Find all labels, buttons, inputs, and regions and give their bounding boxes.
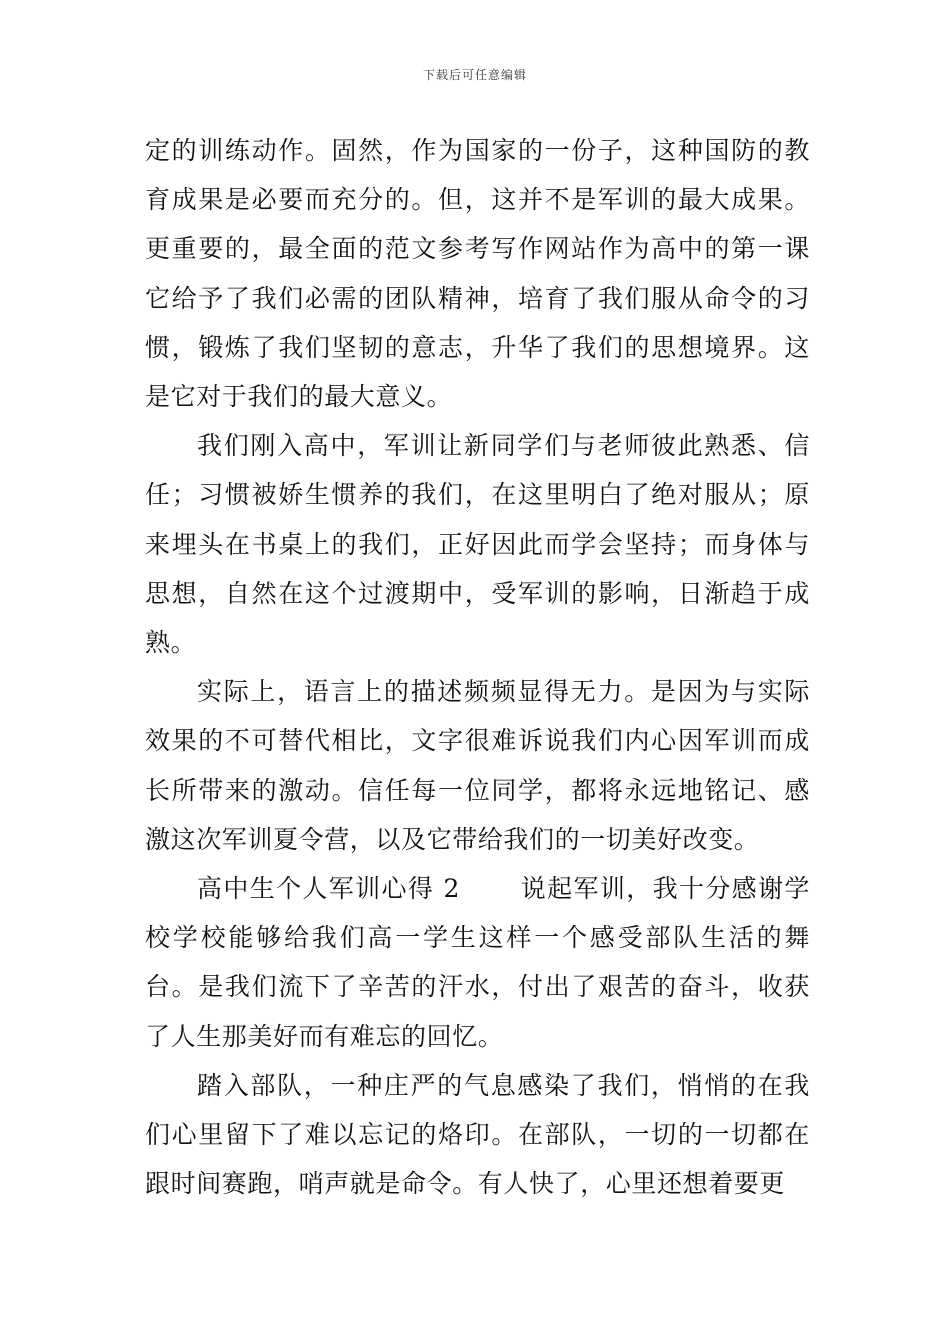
paragraph-1: 定的训练动作。固然，作为国家的一份子，这种国防的教育成果是必要而充分的。但，这并不是军训的最大成果。更重要的，最全面的范文参考写作网站作为高中的第一课它给予了我们必需的团队精神，培育了我们服从命令的习惯，锻炼了我们坚韧的意志，升华了我们的思想境界。这是它对于我们的最大意义。 bbox=[145, 136, 810, 412]
section-heading: 高中生个人军训心得 2 bbox=[197, 874, 461, 904]
document-body bbox=[145, 126, 810, 1208]
page-header: 下载后可任意编辑 bbox=[422, 68, 527, 82]
paragraph-4-text: 说起军训，我十分感谢学校学校能够给我们高一学生这样一个感受部队生活的舞台。是我们流下了辛苦的汗水，付出了艰苦的奋斗，收获了人生那美好而有难忘的回忆。 bbox=[145, 874, 810, 1051]
paragraph-4 bbox=[145, 864, 810, 1061]
paragraph-2: 我们刚入高中，军训让新同学们与老师彼此熟悉、信任；习惯被娇生惯养的我们，在这里明白了绝对服从；原来埋头在书桌上的我们，正好因此而学会坚持；而身体与思想，自然在这个过渡期中，受军训的影响，日渐趋于成熟。 bbox=[145, 431, 810, 658]
paragraph-3: 实际上，语言上的描述频频显得无力。是因为与实际效果的不可替代相比，文字很难诉说我们内心因军训而成长所带来的激动。信任每一位同学，都将永远地铭记、感激这次军训夏令营，以及它带给我们的一切美好改变。 bbox=[145, 677, 810, 854]
paragraph-5: 踏入部队，一种庄严的气息感染了我们，悄悄的在我们心里留下了难以忘记的烙印。在部队，一切的一切都在跟时间赛跑，哨声就是命令。有人快了，心里还想着要更 bbox=[145, 1070, 810, 1199]
